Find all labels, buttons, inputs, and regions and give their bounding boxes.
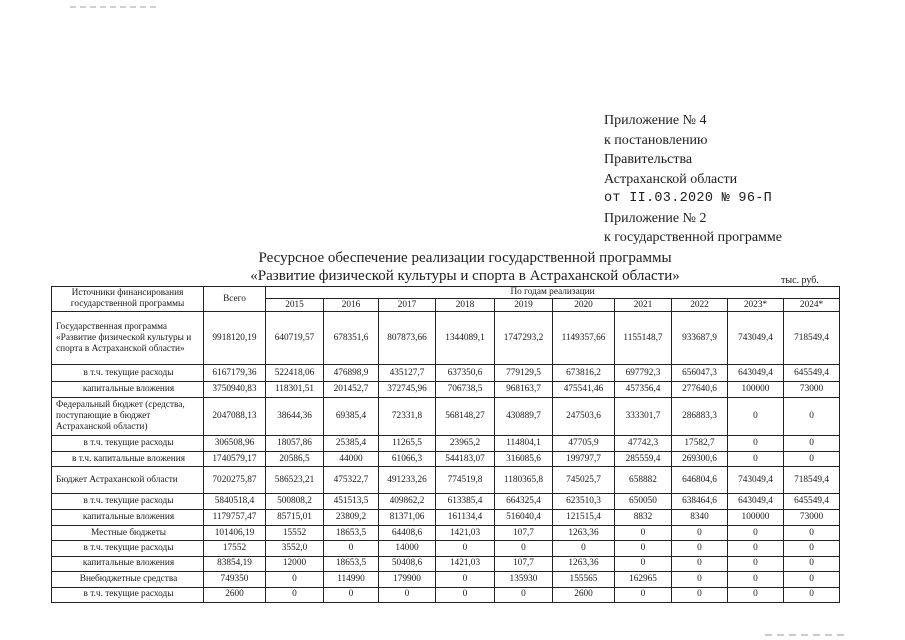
cell-year-value: 11265,5 (379, 436, 436, 451)
cell-year-value: 656047,3 (672, 365, 728, 381)
row-source-label: капитальные вложения (52, 556, 204, 571)
header-years-group: По годам реализации (266, 287, 840, 299)
cell-year-value: 81371,06 (379, 510, 436, 525)
cell-year-value: 678351,6 (324, 312, 379, 365)
appendix-line: Правительства (604, 152, 693, 167)
cell-year-value: 643049,4 (728, 365, 784, 381)
appendix-header (604, 111, 782, 248)
cell-year-value: 114990 (324, 572, 379, 587)
cell-year-value: 1149357,66 (553, 312, 615, 365)
cell-year-value: 643049,4 (728, 493, 784, 509)
cell-total: 9918120,19 (204, 312, 266, 365)
table-row (52, 467, 840, 494)
cell-year-value: 2600 (553, 587, 615, 603)
cell-year-value: 1421,03 (436, 525, 495, 540)
row-source-label: Государственная программа «Развитие физической культуры и спорта в Астраханской области» (52, 312, 204, 365)
cell-year-value: 0 (436, 587, 495, 603)
document-title-line1: Ресурсное обеспечение реализации государственной программы (258, 250, 672, 266)
table-row (52, 572, 840, 587)
cell-total: 3750940,83 (204, 381, 266, 397)
cell-year-value: 522418,06 (266, 365, 324, 381)
header-year: 2019 (495, 299, 553, 312)
header-year: 2021 (615, 299, 672, 312)
cell-year-value: 0 (728, 451, 784, 466)
cell-year-value: 0 (672, 541, 728, 556)
cell-year-value: 161134,4 (436, 510, 495, 525)
cell-year-value: 475322,7 (324, 467, 379, 494)
cell-year-value: 0 (436, 572, 495, 587)
row-source-label: Бюджет Астраханской области (52, 467, 204, 494)
cell-year-value: 8832 (615, 510, 672, 525)
cell-year-value: 658882 (615, 467, 672, 494)
table-row (52, 541, 840, 556)
row-source-label: в т.ч. текущие расходы (52, 436, 204, 451)
cell-year-value: 0 (728, 587, 784, 603)
cell-year-value: 743049,4 (728, 467, 784, 494)
cell-year-value: 664325,4 (495, 493, 553, 509)
cell-year-value: 774519,8 (436, 467, 495, 494)
cell-year-value: 23965,2 (436, 436, 495, 451)
cell-year-value: 807873,66 (379, 312, 436, 365)
cell-year-value: 100000 (728, 381, 784, 397)
cell-year-value: 47705,9 (553, 436, 615, 451)
cell-year-value: 20586,5 (266, 451, 324, 466)
cell-year-value: 491233,26 (379, 467, 436, 494)
table-row (52, 587, 840, 603)
cell-year-value: 72331,8 (379, 398, 436, 436)
cell-year-value: 15552 (266, 525, 324, 540)
cell-year-value: 645549,4 (784, 365, 840, 381)
cell-year-value: 1180365,8 (495, 467, 553, 494)
cell-year-value: 1155148,7 (615, 312, 672, 365)
cell-year-value: 645549,4 (784, 493, 840, 509)
cell-year-value: 0 (672, 525, 728, 540)
header-year: 2015 (266, 299, 324, 312)
cell-year-value: 638464,6 (672, 493, 728, 509)
cell-total: 306508,96 (204, 436, 266, 451)
cell-year-value: 0 (728, 525, 784, 540)
cell-year-value: 0 (495, 587, 553, 603)
cell-year-value: 779129,5 (495, 365, 553, 381)
appendix-line: к государственной программе (604, 230, 782, 245)
cell-year-value: 50408,6 (379, 556, 436, 571)
row-source-label: в т.ч. текущие расходы (52, 493, 204, 509)
cell-year-value: 0 (324, 587, 379, 603)
cell-year-value: 745025,7 (553, 467, 615, 494)
cell-year-value: 3552,0 (266, 541, 324, 556)
cell-year-value: 0 (266, 572, 324, 587)
cell-year-value: 706738,5 (436, 381, 495, 397)
cell-year-value: 247503,6 (553, 398, 615, 436)
resource-table (51, 286, 840, 603)
cell-year-value: 0 (672, 587, 728, 603)
table-row (52, 365, 840, 381)
cell-total: 2600 (204, 587, 266, 603)
cell-year-value: 277640,6 (672, 381, 728, 397)
cell-total: 1179757,47 (204, 510, 266, 525)
cell-year-value: 0 (615, 587, 672, 603)
cell-total: 2047088,13 (204, 398, 266, 436)
cell-year-value: 114804,1 (495, 436, 553, 451)
cell-year-value: 0 (784, 451, 840, 466)
cell-year-value: 38644,36 (266, 398, 324, 436)
row-source-label: в т.ч. текущие расходы (52, 587, 204, 603)
row-source-label: Внебюджетные средства (52, 572, 204, 587)
cell-year-value: 18653,5 (324, 525, 379, 540)
unit-label: тыс. руб. (781, 275, 819, 286)
cell-year-value: 17582,7 (672, 436, 728, 451)
cell-year-value: 0 (728, 436, 784, 451)
row-source-label: в т.ч. текущие расходы (52, 365, 204, 381)
cell-year-value: 500808,2 (266, 493, 324, 509)
cell-year-value: 199797,7 (553, 451, 615, 466)
table-row (52, 436, 840, 451)
cell-year-value: 73000 (784, 381, 840, 397)
cell-year-value: 316085,6 (495, 451, 553, 466)
cell-year-value: 47742,3 (615, 436, 672, 451)
cell-total: 749350 (204, 572, 266, 587)
cell-total: 83854,19 (204, 556, 266, 571)
cell-year-value: 372745,96 (379, 381, 436, 397)
cell-year-value: 0 (784, 398, 840, 436)
cell-year-value: 0 (324, 541, 379, 556)
cell-year-value: 743049,4 (728, 312, 784, 365)
cell-year-value: 162965 (615, 572, 672, 587)
cell-total: 17552 (204, 541, 266, 556)
table-row (52, 398, 840, 436)
cell-year-value: 0 (615, 525, 672, 540)
cell-year-value: 0 (728, 572, 784, 587)
header-year: 2018 (436, 299, 495, 312)
cell-year-value: 0 (784, 525, 840, 540)
cell-total: 5840518,4 (204, 493, 266, 509)
cell-year-value: 568148,27 (436, 398, 495, 436)
document-title-line2: «Развитие физической культуры и спорта в Астраханской области» (250, 268, 680, 284)
cell-year-value: 586523,21 (266, 467, 324, 494)
cell-total: 7020275,87 (204, 467, 266, 494)
cell-year-value: 697792,3 (615, 365, 672, 381)
row-source-label: Федеральный бюджет (средства, поступающие в бюджет Астраханской области) (52, 398, 204, 436)
cell-year-value: 1747293,2 (495, 312, 553, 365)
cell-year-value: 718549,4 (784, 467, 840, 494)
header-total: Всего (204, 287, 266, 312)
scan-artifact-top (70, 6, 160, 8)
cell-year-value: 0 (784, 587, 840, 603)
table-row (52, 451, 840, 466)
table-row (52, 381, 840, 397)
table-row (52, 510, 840, 525)
header-year: 2024* (784, 299, 840, 312)
cell-year-value: 646804,6 (672, 467, 728, 494)
appendix-line: Астраханской области (604, 171, 738, 187)
cell-year-value: 0 (495, 541, 553, 556)
cell-year-value: 1421,03 (436, 556, 495, 571)
cell-year-value: 107,7 (495, 556, 553, 571)
cell-year-value: 0 (672, 572, 728, 587)
cell-year-value: 135930 (495, 572, 553, 587)
cell-year-value: 476898,9 (324, 365, 379, 381)
cell-year-value: 451513,5 (324, 493, 379, 509)
cell-year-value: 0 (784, 556, 840, 571)
cell-year-value: 933687,9 (672, 312, 728, 365)
cell-year-value: 269300,6 (672, 451, 728, 466)
cell-year-value: 435127,7 (379, 365, 436, 381)
cell-year-value: 0 (615, 541, 672, 556)
cell-year-value: 409862,2 (379, 493, 436, 509)
cell-year-value: 640719,57 (266, 312, 324, 365)
header-year: 2023* (728, 299, 784, 312)
cell-year-value: 201452,7 (324, 381, 379, 397)
cell-year-value: 0 (266, 587, 324, 603)
row-source-label: в т.ч. капитальные вложения (52, 451, 204, 466)
header-source: Источники финансирования государственной программы (52, 287, 204, 312)
cell-year-value: 285559,4 (615, 451, 672, 466)
table-row (52, 525, 840, 540)
cell-year-value: 0 (672, 556, 728, 571)
cell-year-value: 23809,2 (324, 510, 379, 525)
cell-year-value: 0 (553, 541, 615, 556)
cell-year-value: 0 (784, 436, 840, 451)
cell-year-value: 100000 (728, 510, 784, 525)
cell-year-value: 12000 (266, 556, 324, 571)
cell-year-value: 650050 (615, 493, 672, 509)
cell-year-value: 333301,7 (615, 398, 672, 436)
cell-year-value: 155565 (553, 572, 615, 587)
cell-year-value: 1344089,1 (436, 312, 495, 365)
table-row (52, 556, 840, 571)
cell-year-value: 0 (728, 541, 784, 556)
appendix-line: Приложение № 4 (604, 113, 707, 128)
cell-year-value: 968163,7 (495, 381, 553, 397)
cell-year-value: 475541,46 (553, 381, 615, 397)
row-source-label: капитальные вложения (52, 510, 204, 525)
cell-year-value: 673816,2 (553, 365, 615, 381)
cell-year-value: 1263,36 (553, 525, 615, 540)
cell-year-value: 0 (615, 556, 672, 571)
scan-artifact-bottom (765, 634, 845, 636)
table-row (52, 312, 840, 365)
appendix-line: к постановлению (604, 132, 708, 148)
cell-year-value: 121515,4 (553, 510, 615, 525)
cell-year-value: 85715,01 (266, 510, 324, 525)
cell-total: 101406,19 (204, 525, 266, 540)
cell-year-value: 544183,07 (436, 451, 495, 466)
cell-year-value: 64408,6 (379, 525, 436, 540)
cell-year-value: 0 (784, 541, 840, 556)
cell-year-value: 1263,36 (553, 556, 615, 571)
cell-year-value: 457356,4 (615, 381, 672, 397)
cell-year-value: 718549,4 (784, 312, 840, 365)
appendix-line-date: от II.03.2020 № 96-П (604, 191, 773, 206)
cell-year-value: 44000 (324, 451, 379, 466)
cell-year-value: 69385,4 (324, 398, 379, 436)
cell-year-value: 286883,3 (672, 398, 728, 436)
cell-year-value: 0 (728, 398, 784, 436)
row-source-label: в т.ч. текущие расходы (52, 541, 204, 556)
cell-year-value: 516040,4 (495, 510, 553, 525)
header-year: 2016 (324, 299, 379, 312)
row-source-label: капитальные вложения (52, 381, 204, 397)
cell-year-value: 18057,86 (266, 436, 324, 451)
cell-year-value: 0 (379, 587, 436, 603)
cell-total: 1740579,17 (204, 451, 266, 466)
cell-year-value: 14000 (379, 541, 436, 556)
appendix-line: Приложение № 2 (604, 210, 707, 226)
row-source-label: Местные бюджеты (52, 525, 204, 540)
cell-year-value: 25385,4 (324, 436, 379, 451)
cell-year-value: 613385,4 (436, 493, 495, 509)
cell-year-value: 623510,3 (553, 493, 615, 509)
cell-year-value: 73000 (784, 510, 840, 525)
table-row (52, 493, 840, 509)
cell-year-value: 118301,51 (266, 381, 324, 397)
cell-year-value: 637350,6 (436, 365, 495, 381)
cell-year-value: 107,7 (495, 525, 553, 540)
header-year: 2022 (672, 299, 728, 312)
cell-year-value: 61066,3 (379, 451, 436, 466)
cell-year-value: 8340 (672, 510, 728, 525)
cell-year-value: 18653,5 (324, 556, 379, 571)
cell-year-value: 0 (784, 572, 840, 587)
cell-year-value: 0 (728, 556, 784, 571)
cell-year-value: 179900 (379, 572, 436, 587)
header-year: 2020 (553, 299, 615, 312)
header-year: 2017 (379, 299, 436, 312)
cell-total: 6167179,36 (204, 365, 266, 381)
cell-year-value: 0 (436, 541, 495, 556)
cell-year-value: 430889,7 (495, 398, 553, 436)
